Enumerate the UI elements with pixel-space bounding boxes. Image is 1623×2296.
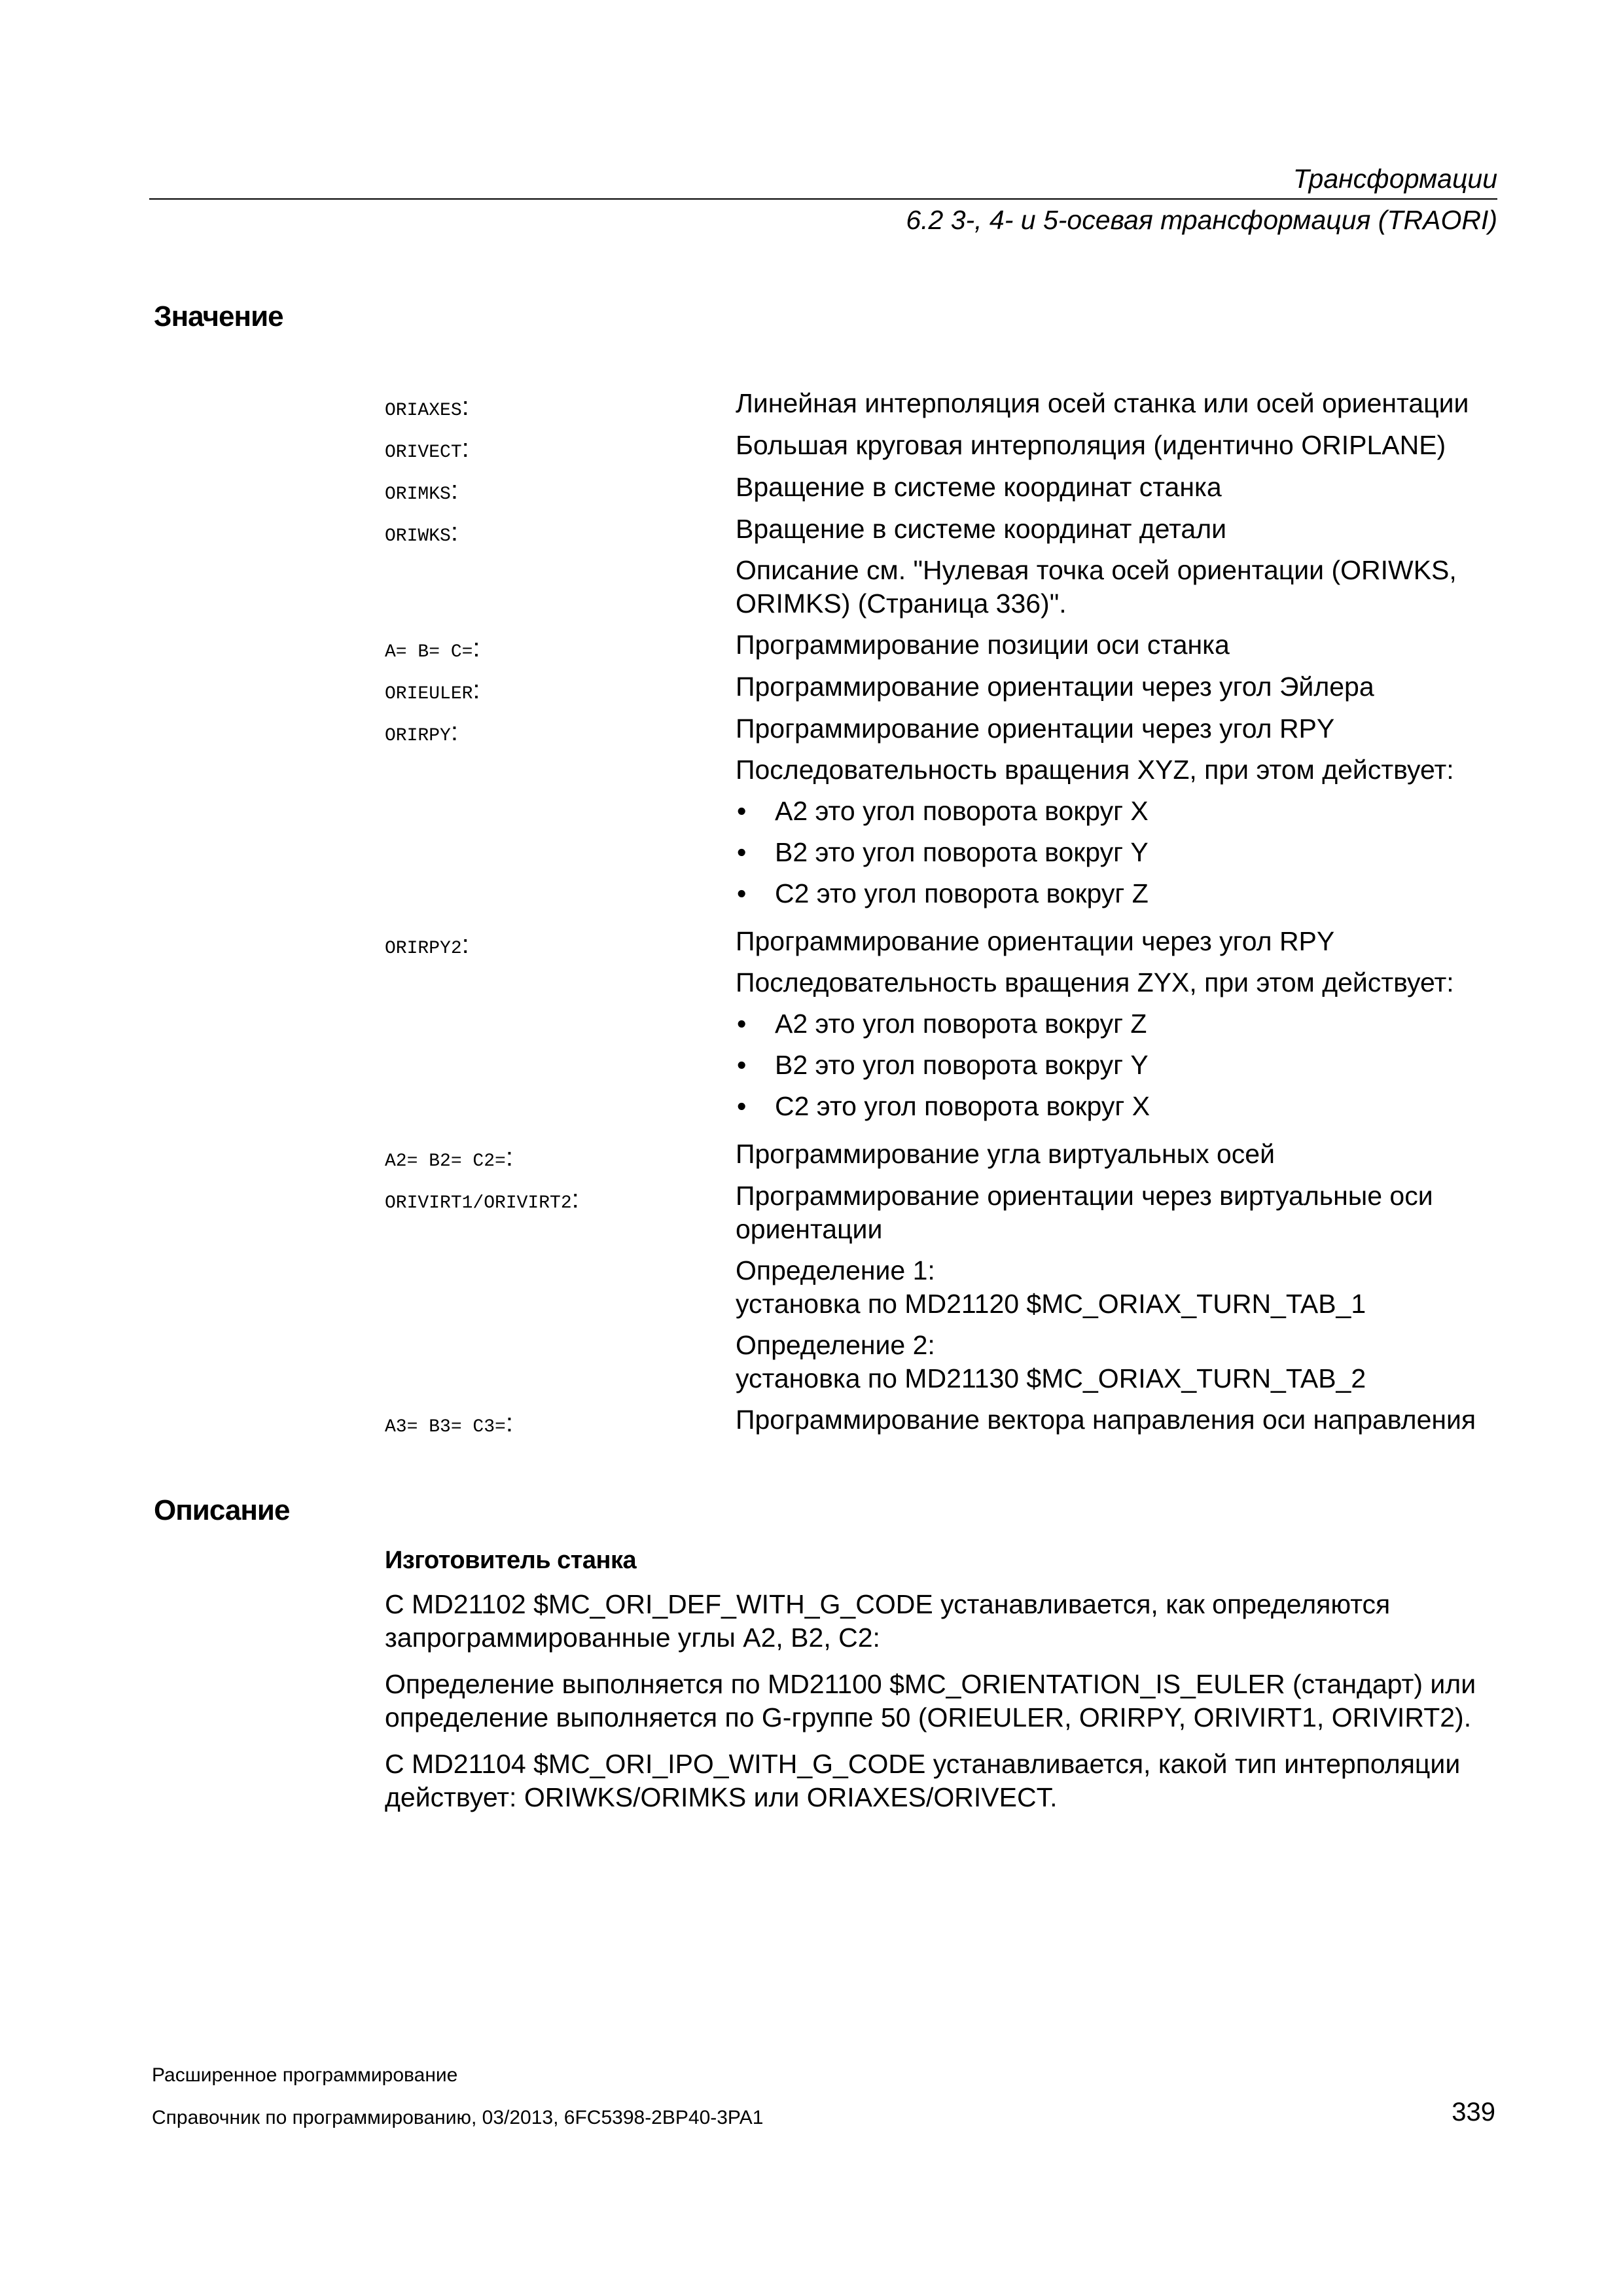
bullet-item	[736, 1049, 1510, 1082]
description-paragraph: С MD21104 $MC_ORI_IPO_WITH_G_CODE устанавливается, какой тип интерполяции действует: ORIWKS/ORIMKS или ORIAXES/ORIVECT.	[385, 1749, 1461, 1812]
footer-line-2: Справочник по программированию, 03/2013, 6FC5398-2BP40-3PA1	[152, 2107, 764, 2128]
term-code: ORIAXES	[385, 401, 462, 421]
definition-description	[736, 471, 1510, 512]
definition-description	[736, 670, 1510, 712]
description-paragraph: С MD21102 $MC_ORI_DEF_WITH_G_CODE устанавливается, как определяются запрограммированные углы A2, B2, C2:	[385, 1589, 1391, 1653]
definition-term	[385, 670, 736, 712]
bullet-text: A2 это угол поворота вокруг X	[775, 796, 1149, 826]
definition-row	[385, 925, 1510, 1131]
footer-line-1: Расширенное программирование	[152, 2064, 458, 2086]
definition-term	[385, 712, 736, 918]
definition-description	[736, 712, 1510, 918]
section-heading-value: Значение	[154, 300, 283, 332]
term-code: ORIMKS	[385, 484, 451, 505]
term-code: ORIRPY2	[385, 939, 462, 959]
definition-row	[385, 712, 1510, 918]
bullet-item	[736, 877, 1510, 910]
description-line: Определение 1: установка по MD21120 $MC_ORIAX_TURN_TAB_1	[736, 1255, 1366, 1319]
bullet-text: A2 это угол поворота вокруг Z	[775, 1009, 1147, 1039]
definition-row	[385, 1179, 1510, 1403]
definition-description	[736, 1138, 1510, 1179]
description-line: Большая круговая интерполяция (идентично ORIPLANE)	[736, 430, 1446, 460]
definition-term	[385, 1179, 736, 1403]
definition-description	[736, 925, 1510, 1131]
subheading-machine-manufacturer: Изготовитель станка	[385, 1547, 637, 1574]
term-colon: :	[461, 392, 469, 421]
description-line: Программирование ориентации через угол RPY	[736, 713, 1335, 744]
term-code: ORIRPY	[385, 726, 451, 746]
bullet-text: C2 это угол поворота вокруг Z	[775, 878, 1149, 908]
definition-row	[385, 512, 1510, 628]
definition-description	[736, 1403, 1510, 1445]
definition-row	[385, 670, 1510, 712]
description-line: Описание см. "Нулевая точка осей ориентации (ORIWKS, ORIMKS) (Страница 336)".	[736, 555, 1457, 619]
description-line: Линейная интерполяция осей станка или осей ориентации	[736, 388, 1469, 418]
description-line: Последовательность вращения ZYX, при этом действует:	[736, 967, 1454, 997]
term-colon: :	[473, 634, 480, 662]
bullet-dot-icon: •	[737, 878, 747, 908]
bullet-item	[736, 1007, 1510, 1041]
definition-row	[385, 1138, 1510, 1179]
definition-row	[385, 1403, 1510, 1445]
header-title: Трансформации	[1293, 164, 1497, 194]
description-line: Вращение в системе координат станка	[736, 472, 1222, 502]
bullet-dot-icon: •	[737, 837, 747, 867]
term-code: ORIWKS	[385, 526, 451, 547]
definition-list	[385, 387, 1510, 1445]
bullet-dot-icon: •	[737, 1091, 747, 1121]
term-colon: :	[450, 518, 458, 547]
definition-term	[385, 429, 736, 471]
description-line: Последовательность вращения XYZ, при этом действует:	[736, 755, 1454, 785]
bullet-item	[736, 795, 1510, 828]
term-colon: :	[450, 476, 458, 505]
bullet-text: B2 это угол поворота вокруг Y	[775, 1050, 1149, 1080]
description-line: Программирование ориентации через угол Эйлера	[736, 672, 1374, 702]
definition-row	[385, 387, 1510, 429]
definition-row	[385, 628, 1510, 670]
term-colon: :	[461, 434, 469, 463]
term-code: A2= B2= C2=	[385, 1151, 506, 1172]
term-code: A= B= C=	[385, 642, 473, 662]
header-rule	[149, 198, 1497, 200]
description-paragraph: Определение выполняется по MD21100 $MC_ORIENTATION_IS_EULER (стандарт) или определение выполняется по G-группе 50 (ORIEULER, ORIRPY, ORIVIRT1, ORIVIRT2).	[385, 1669, 1476, 1732]
description-line: Программирование вектора направления оси направления	[736, 1405, 1476, 1435]
bullet-text: B2 это угол поворота вокруг Y	[775, 837, 1149, 867]
definition-description	[736, 628, 1510, 670]
bullet-item	[736, 1090, 1510, 1123]
term-colon: :	[450, 717, 458, 746]
description-section	[385, 1547, 1510, 1827]
definition-term	[385, 628, 736, 670]
term-colon: :	[505, 1143, 513, 1172]
definition-term	[385, 471, 736, 512]
definition-term	[385, 1403, 736, 1445]
description-line: Программирование угла виртуальных осей	[736, 1139, 1275, 1169]
term-colon: :	[505, 1408, 513, 1437]
term-colon: :	[461, 930, 469, 959]
term-colon: :	[571, 1185, 579, 1213]
definition-row	[385, 429, 1510, 471]
description-line: Вращение в системе координат детали	[736, 514, 1227, 544]
bullet-dot-icon: •	[737, 1009, 747, 1039]
bullet-dot-icon: •	[737, 1050, 747, 1080]
term-code: A3= B3= C3=	[385, 1417, 506, 1437]
definition-row	[385, 471, 1510, 512]
definition-term	[385, 1138, 736, 1179]
bullet-item	[736, 836, 1510, 869]
term-colon: :	[473, 675, 480, 704]
term-code: ORIVECT	[385, 442, 462, 463]
definition-term	[385, 387, 736, 429]
section-heading-description: Описание	[154, 1494, 290, 1526]
definition-description	[736, 512, 1510, 628]
bullet-dot-icon: •	[737, 796, 747, 826]
term-code: ORIVIRT1/ORIVIRT2	[385, 1193, 572, 1213]
description-line: Определение 2: установка по MD21130 $MC_ORIAX_TURN_TAB_2	[736, 1330, 1366, 1393]
page-number: 339	[1452, 2098, 1495, 2126]
definition-description	[736, 387, 1510, 429]
definition-description	[736, 429, 1510, 471]
definition-term	[385, 925, 736, 1131]
definition-description	[736, 1179, 1510, 1403]
header-subtitle: 6.2 3-, 4- и 5-осевая трансформация (TRAORI)	[906, 205, 1497, 235]
description-line: Программирование позиции оси станка	[736, 630, 1230, 660]
description-line: Программирование ориентации через виртуальные оси ориентации	[736, 1181, 1433, 1244]
description-line: Программирование ориентации через угол RPY	[736, 926, 1335, 956]
term-code: ORIEULER	[385, 684, 473, 704]
definition-term	[385, 512, 736, 628]
bullet-text: C2 это угол поворота вокруг X	[775, 1091, 1150, 1121]
